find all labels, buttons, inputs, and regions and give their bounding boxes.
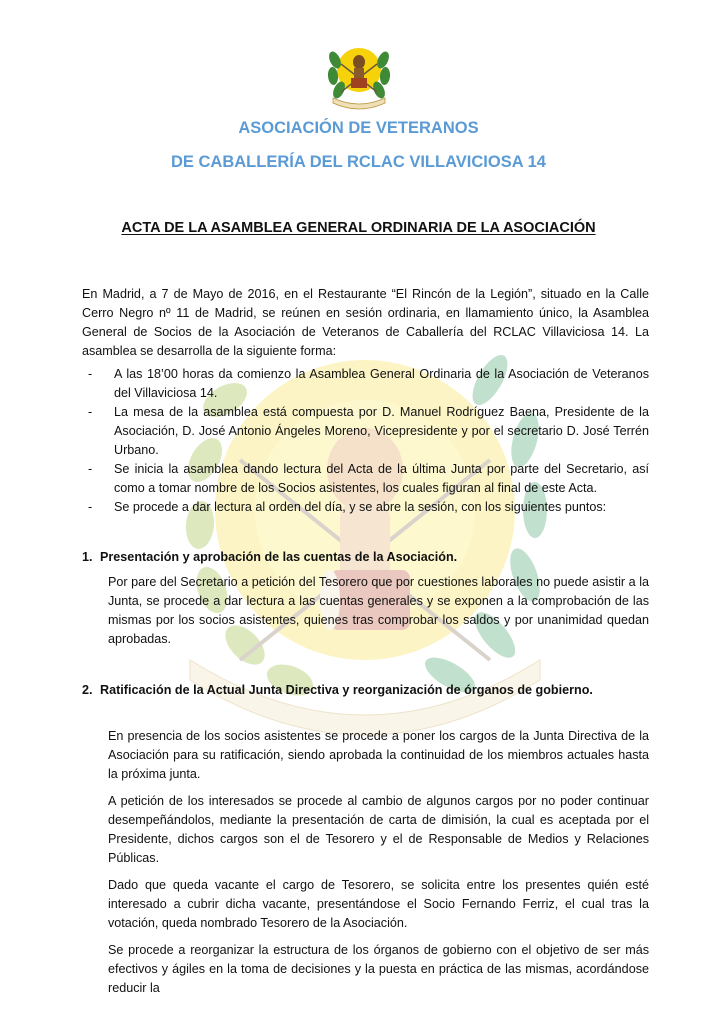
list-item xyxy=(88,498,649,517)
dash-marker: - xyxy=(88,500,93,514)
list-item xyxy=(88,460,649,498)
list-item-text: La mesa de la asamblea está compuesta por D. Manuel Rodríguez Baena, Presidente de la Asociación, D. José Antonio Ángeles Moreno, Vicepresidente y por el secretario D. José Terrén Urbano. xyxy=(114,405,649,457)
org-title-line-1: ASOCIACIÓN DE VETERANOS xyxy=(238,119,479,137)
section-2-paragraph-1: En presencia de los socios asistentes se procede a poner los cargos de la Junta Directiva de la Asociación para su ratificación, siendo aprobada la continuidad de los miembros actuales hasta la próxima junta. xyxy=(108,729,649,781)
section-2-paragraph-2: A petición de los interesados se procede al cambio de algunos cargos por no poder continuar desempeñándolos, mediante la presentación de carta de dimisión, la cual es aceptada por el Presidente, dichos cargos son el de Tesorero y el de Responsable de Medios y Relaciones Públicas. xyxy=(108,794,649,865)
section-2-paragraph-3: Dado que queda vacante el cargo de Tesorero, se solicita entre los presentes quién esté interesado a cubrir dicha vacante, presentándose el Socio Fernando Ferriz, el cual tras la votación, queda nombrado Tesorero de la Asociación. xyxy=(108,878,649,930)
opening-list xyxy=(88,365,649,517)
intro-paragraph: En Madrid, a 7 de Mayo de 2016, en el Restaurante “El Rincón de la Legión”, situado en la Calle Cerro Negro nº 11 de Madrid, se reúnen en sesión ordinaria, en llamamiento único, la Asamblea General de Socios de la Asociación de Veteranos de Caballería del RCLAC Villaviciosa 14. La asamblea se desarrolla de la siguiente forma: xyxy=(82,287,649,358)
list-item-text: A las 18’00 horas da comienzo la Asamblea General Ordinaria de la Asociación de Veteranos del Villaviciosa 14. xyxy=(114,367,649,400)
dash-marker: - xyxy=(88,462,93,476)
section-number: 2. xyxy=(82,683,93,697)
list-item-text: Se procede a dar lectura al orden del día, y se abre la sesión, con los siguientes puntos: xyxy=(114,500,607,514)
dash-marker: - xyxy=(88,367,93,381)
section-title: Ratificación de la Actual Junta Directiva y reorganización de órganos de gobierno. xyxy=(100,683,593,697)
list-item xyxy=(88,365,649,403)
list-item xyxy=(88,403,649,460)
org-title-line-2: DE CABALLERÍA DEL RCLAC VILLAVICIOSA 14 xyxy=(171,153,546,171)
list-item-text: Se inicia la asamblea dando lectura del Acta de la última Junta por parte del Secretario, así como a tomar nombre de los Socios asistentes, los cuales figuran al final de este Acta. xyxy=(114,462,649,495)
section-2-paragraph-4: Se procede a reorganizar la estructura de los órganos de gobierno con el objetivo de ser más efectivos y ágiles en la toma de decisiones y la puesta en práctica de las mismas, acordándose reducir la xyxy=(108,943,649,995)
document-title: ACTA DE LA ASAMBLEA GENERAL ORDINARIA DE LA ASOCIACIÓN xyxy=(121,220,596,236)
section-heading-1 xyxy=(82,548,649,567)
section-1-paragraph: Por pare del Secretario a petición del Tesorero que por cuestiones laborales no puede asistir a la Junta, se procede a dar lectura a las cuentas generales y se exponen a la comprobación de las mismas por los socios asistentes, quienes tras comprobar los saldos y por unanimidad quedan aprobadas. xyxy=(108,575,649,646)
dash-marker: - xyxy=(88,405,93,419)
section-number: 1. xyxy=(82,550,93,564)
section-heading-2 xyxy=(82,681,649,700)
section-title: Presentación y aprobación de las cuentas de la Asociación. xyxy=(100,550,458,564)
